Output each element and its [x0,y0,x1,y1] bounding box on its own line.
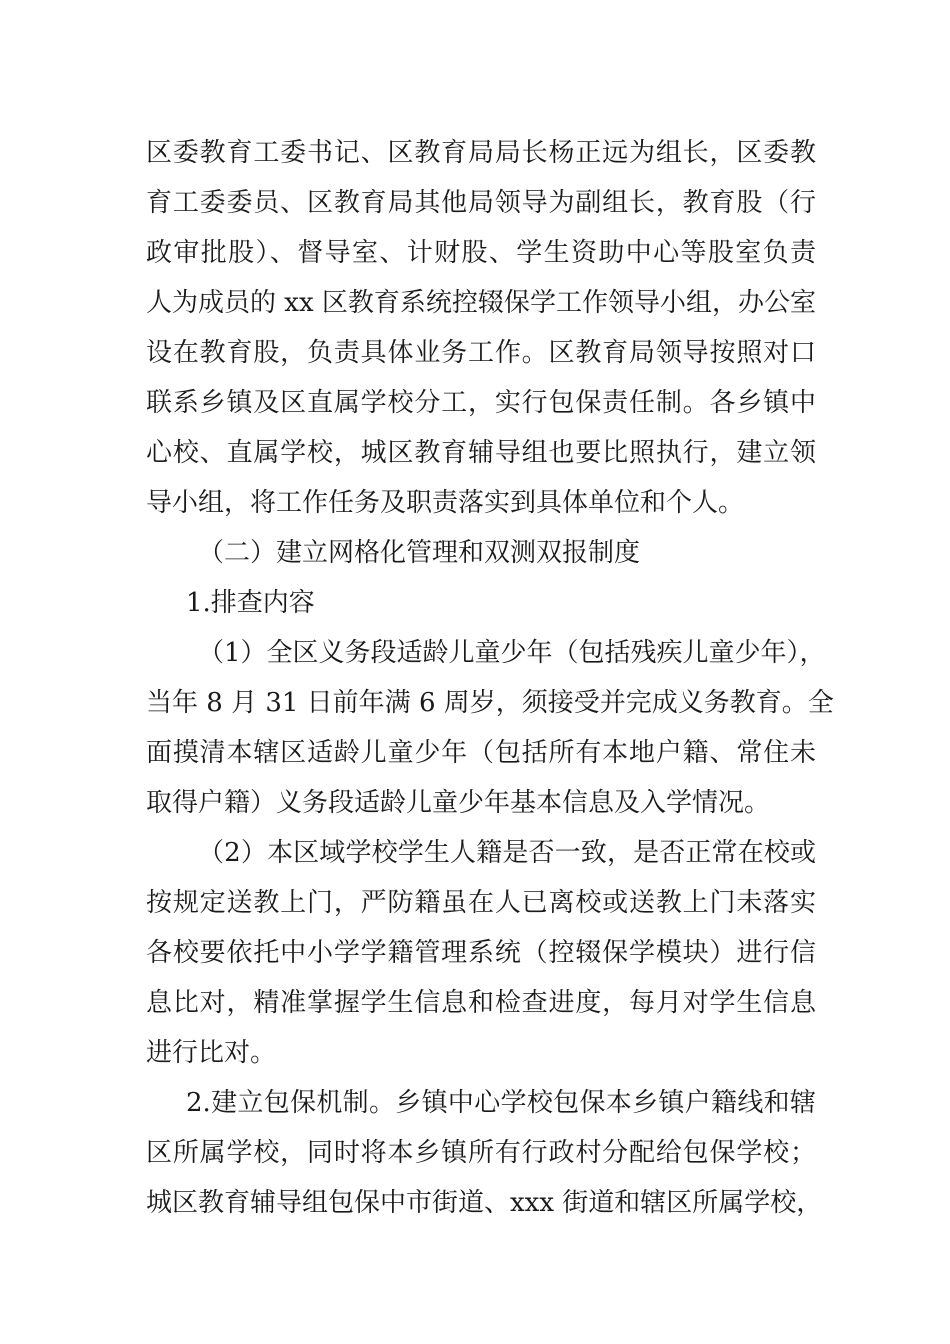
section-heading: （二）建立网格化管理和双测双报制度 [198,538,641,568]
paragraph-line: 按规定送教上门，严防籍虽在人已离校或送教上门未落实 [146,888,816,918]
paragraph-line: 区所属学校，同时将本乡镇所有行政村分配给包保学校； [146,1138,816,1168]
paragraph-line: 取得户籍）义务段适龄儿童少年基本信息及入学情况。 [146,788,771,818]
paragraph-line: 联系乡镇及区直属学校分工，实行包保责任制。各乡镇中 [146,388,816,418]
paragraph-line: 2.建立包保机制。乡镇中心学校包保本乡镇户籍线和辖 [186,1088,816,1118]
paragraph-line: 当年 8 月 31 日前年满 6 周岁，须接受并完成义务教育。全 [146,688,834,718]
paragraph-line: 导小组，将工作任务及职责落实到具体单位和个人。 [146,488,745,518]
paragraph-line: 政审批股）、督导室、计财股、学生资助中心等股室负责 [146,238,816,268]
paragraph-line: 育工委委员、区教育局其他局领导为副组长，教育股（行 [146,188,816,218]
paragraph-line: 心校、直属学校，城区教育辅导组也要比照执行，建立领 [146,438,816,468]
paragraph-line: 设在教育股，负责具体业务工作。区教育局领导按照对口 [146,338,816,368]
paragraph-line: 人为成员的 xx 区教育系统控辍保学工作领导小组，办公室 [146,288,816,318]
paragraph-line: 进行比对。 [146,1038,277,1068]
paragraph-line: 城区教育辅导组包保中市街道、xxx 街道和辖区所属学校， [146,1188,823,1218]
paragraph-line: 息比对，精准掌握学生信息和检查进度，每月对学生信息 [146,988,816,1018]
document-body [146,128,834,1228]
paragraph-line: 区委教育工委书记、区教育局局长杨正远为组长，区委教 [146,138,816,168]
paragraph-line: 面摸清本辖区适龄儿童少年（包括所有本地户籍、常住未 [146,738,816,768]
paragraph-line: （2）本区域学校学生人籍是否一致，是否正常在校或 [198,838,816,868]
paragraph-line: 各校要依托中小学学籍管理系统（控辍保学模块）进行信 [146,938,816,968]
paragraph-line: （1）全区义务段适龄儿童少年（包括残疾儿童少年）， [198,638,826,668]
subsection-heading: 1.排查内容 [186,588,315,618]
